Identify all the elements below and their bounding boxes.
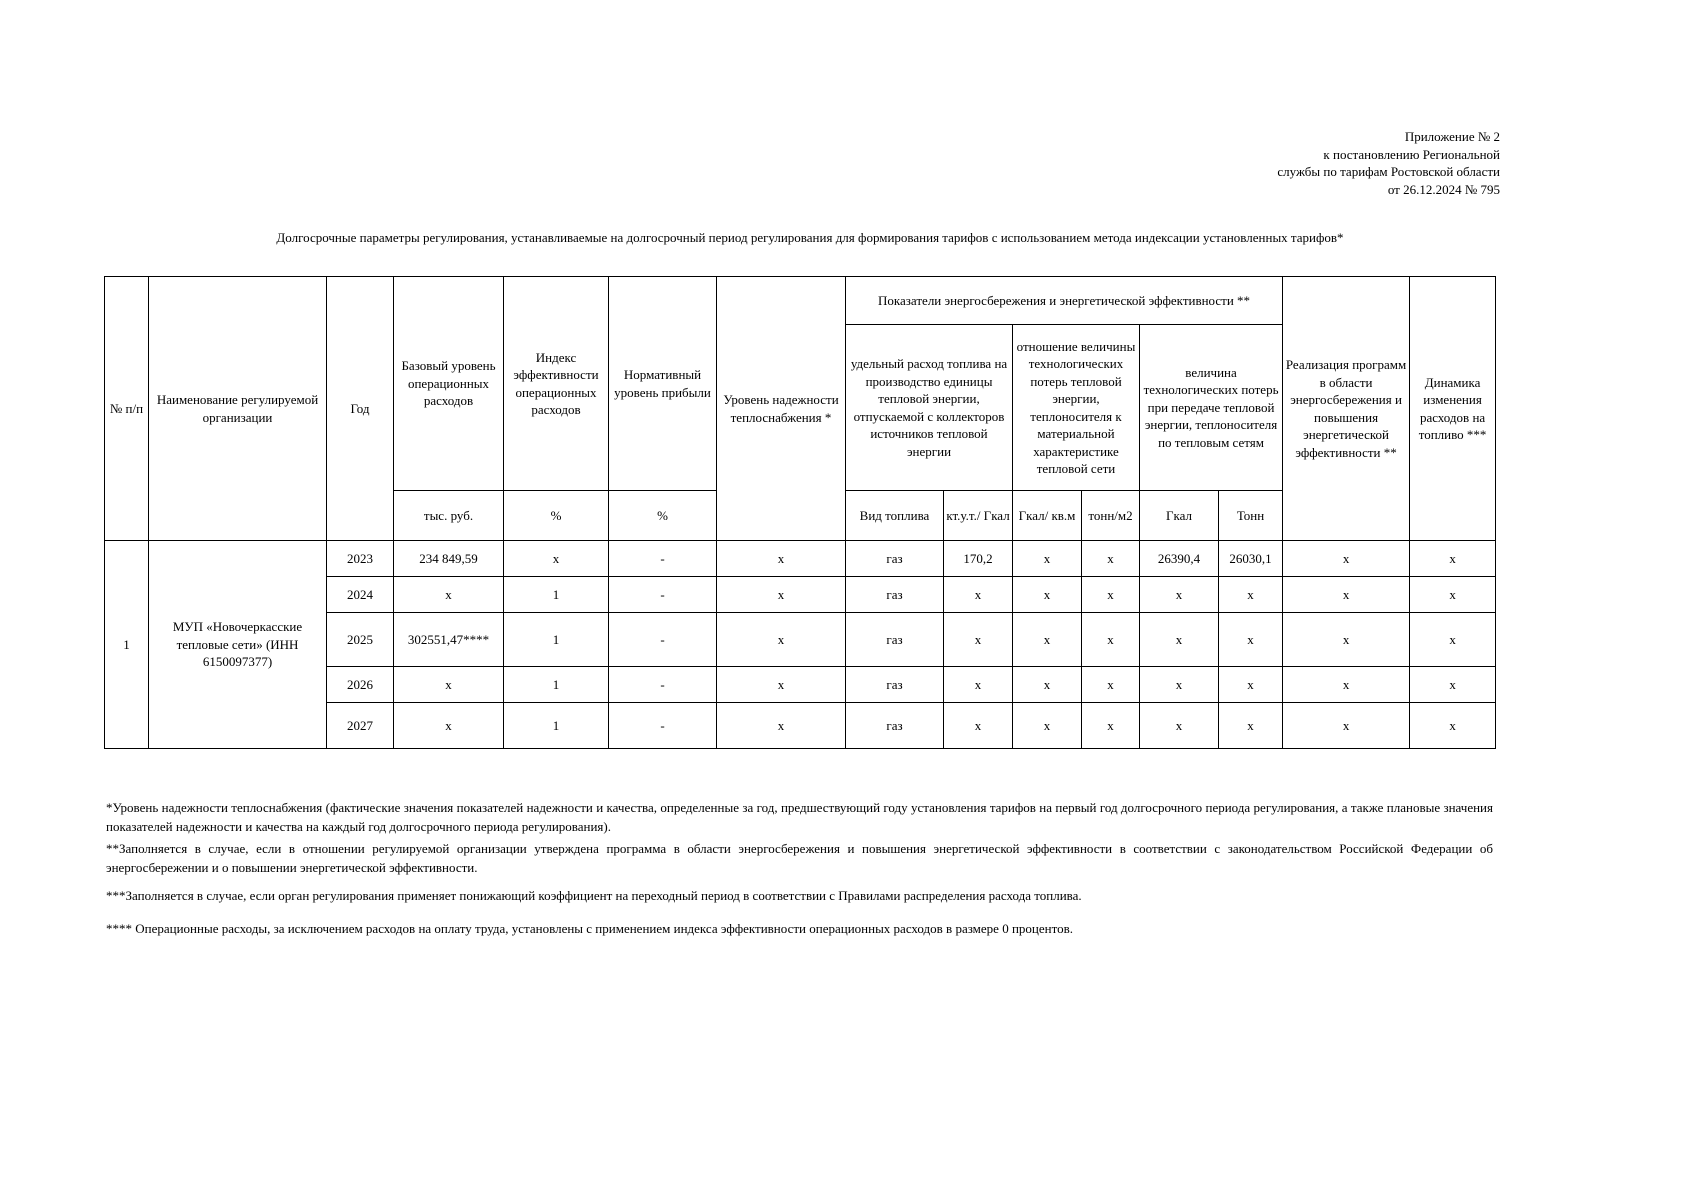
cell-fuel-type: газ [846, 667, 944, 703]
cell-fuel-rate: x [944, 577, 1013, 613]
cell-loss-value-tonnes: x [1219, 703, 1283, 749]
cell-programs: x [1283, 541, 1410, 577]
cell-loss-value-tonnes: 26030,1 [1219, 541, 1283, 577]
header-energy-group: Показатели энергосбережения и энергетической эффективности ** [846, 277, 1283, 325]
cell-programs: x [1283, 577, 1410, 613]
header-base-opex: Базовый уровень операционных расходов [394, 277, 504, 491]
cell-loss-ratio-gcal: x [1013, 541, 1082, 577]
footnote-energy-saving: **Заполняется в случае, если в отношении регулируемой организации утверждена программа в области энергосбережения и повышения энергетической эффективности в соответствии с законодательством Российской Федерации об энергосбережении и о повышении энергетической эффективности. [106, 841, 1493, 875]
cell-fuel-rate: x [944, 667, 1013, 703]
cell-normative-profit: - [609, 541, 717, 577]
parameters-table [104, 276, 1496, 749]
cell-normative-profit: - [609, 613, 717, 667]
cell-reliability: x [717, 541, 846, 577]
header-programs: Реализация программ в области энергосбережения и повышения энергетической эффективности ** [1283, 277, 1410, 541]
cell-base-opex: x [394, 667, 504, 703]
unit-efficiency-index: % [504, 491, 609, 541]
cell-programs: x [1283, 703, 1410, 749]
document-title: Долгосрочные параметры регулирования, устанавливаемые на долгосрочный период регулирования для формирования тарифов с использованием метода индексации установленных тарифов* [276, 230, 1344, 245]
cell-loss-value-tonnes: x [1219, 667, 1283, 703]
cell-year: 2025 [327, 613, 394, 667]
appendix-line-1: Приложение № 2 [1404, 129, 1500, 144]
unit-base-opex: тыс. руб. [394, 491, 504, 541]
cell-normative-profit: - [609, 667, 717, 703]
cell-reliability: x [717, 667, 846, 703]
unit-fuel-type: Вид топлива [846, 491, 944, 541]
cell-fuel-dynamics: x [1410, 577, 1496, 613]
cell-loss-ratio-tonnes: x [1082, 703, 1140, 749]
header-loss-value: величина технологических потерь при передаче тепловой энергии, теплоносителя по тепловым сетям [1140, 325, 1283, 491]
cell-efficiency-index: 1 [504, 613, 609, 667]
footnote-opex: **** Операционные расходы, за исключением расходов на оплату труда, установлены с применением индекса эффективности операционных расходов в размере 0 процентов. [106, 921, 1073, 936]
unit-loss-ratio-gcal: Гкал/ кв.м [1013, 491, 1082, 541]
header-fuel-dynamics: Динамика изменения расходов на топливо *** [1410, 277, 1496, 541]
cell-fuel-type: газ [846, 703, 944, 749]
cell-fuel-rate: x [944, 703, 1013, 749]
cell-year: 2024 [327, 577, 394, 613]
header-organization: Наименование регулируемой организации [149, 277, 327, 541]
cell-normative-profit: - [609, 703, 717, 749]
cell-fuel-dynamics: x [1410, 667, 1496, 703]
cell-base-opex: 302551,47**** [394, 613, 504, 667]
cell-fuel-type: газ [846, 541, 944, 577]
cell-reliability: x [717, 577, 846, 613]
header-reliability: Уровень надежности теплоснабжения * [717, 277, 846, 541]
cell-loss-value-gcal: x [1140, 577, 1219, 613]
cell-loss-ratio-tonnes: x [1082, 613, 1140, 667]
cell-base-opex: 234 849,59 [394, 541, 504, 577]
cell-loss-ratio-gcal: x [1013, 613, 1082, 667]
cell-reliability: x [717, 613, 846, 667]
unit-normative-profit: % [609, 491, 717, 541]
cell-efficiency-index: 1 [504, 703, 609, 749]
cell-base-opex: x [394, 577, 504, 613]
appendix-line-2: к постановлению Региональной [1323, 146, 1500, 162]
footnotes [106, 798, 1493, 938]
header-year: Год [327, 277, 394, 541]
appendix-line-3: службы по тарифам Ростовской области [1277, 164, 1500, 179]
cell-base-opex: x [394, 703, 504, 749]
cell-fuel-type: газ [846, 613, 944, 667]
header-normative-profit: Нормативный уровень прибыли [609, 277, 717, 491]
cell-normative-profit: - [609, 577, 717, 613]
cell-loss-ratio-gcal: x [1013, 577, 1082, 613]
cell-programs: x [1283, 613, 1410, 667]
organization-name: МУП «Новочеркасские тепловые сети» (ИНН 6150097377) [149, 541, 327, 749]
cell-efficiency-index: 1 [504, 667, 609, 703]
cell-fuel-rate: x [944, 613, 1013, 667]
cell-efficiency-index: 1 [504, 577, 609, 613]
cell-year: 2026 [327, 667, 394, 703]
cell-loss-ratio-tonnes: x [1082, 541, 1140, 577]
table-row [105, 541, 1496, 577]
cell-year: 2027 [327, 703, 394, 749]
cell-loss-ratio-gcal: x [1013, 703, 1082, 749]
cell-loss-value-tonnes: x [1219, 577, 1283, 613]
appendix-header [1277, 128, 1500, 198]
cell-loss-value-gcal: x [1140, 703, 1219, 749]
footnote-reliability: *Уровень надежности теплоснабжения (фактические значения показателей надежности и качества, определенные за год, предшествующий году установления тарифов на первый год долгосрочного периода регулирования, а также плановые значения показателей надежности и качества на каждый год долгосрочного периода регулирования). [106, 800, 1493, 834]
cell-loss-value-gcal: x [1140, 667, 1219, 703]
unit-loss-ratio-tonnes: тонн/м2 [1082, 491, 1140, 541]
cell-fuel-dynamics: x [1410, 541, 1496, 577]
cell-year: 2023 [327, 541, 394, 577]
cell-programs: x [1283, 667, 1410, 703]
unit-loss-value-tonnes: Тонн [1219, 491, 1283, 541]
header-number: № п/п [105, 277, 149, 541]
cell-loss-ratio-tonnes: x [1082, 577, 1140, 613]
cell-loss-ratio-gcal: x [1013, 667, 1082, 703]
cell-reliability: x [717, 703, 846, 749]
cell-fuel-dynamics: x [1410, 613, 1496, 667]
cell-loss-ratio-tonnes: x [1082, 667, 1140, 703]
row-number: 1 [105, 541, 149, 749]
cell-fuel-type: газ [846, 577, 944, 613]
cell-loss-value-gcal: 26390,4 [1140, 541, 1219, 577]
cell-loss-value-gcal: x [1140, 613, 1219, 667]
cell-loss-value-tonnes: x [1219, 613, 1283, 667]
cell-fuel-dynamics: x [1410, 703, 1496, 749]
cell-fuel-rate: 170,2 [944, 541, 1013, 577]
appendix-line-4: от 26.12.2024 № 795 [1387, 181, 1500, 197]
footnote-fuel-dynamics: ***Заполняется в случае, если орган регулирования применяет понижающий коэффициент на переходный период в соответствии с Правилами распределения расхода топлива. [106, 888, 1082, 903]
unit-fuel-rate: кт.у.т./ Гкал [944, 491, 1013, 541]
cell-efficiency-index: x [504, 541, 609, 577]
header-efficiency-index: Индекс эффективности операционных расходов [504, 277, 609, 491]
header-fuel-rate: удельный расход топлива на производство единицы тепловой энергии, отпускаемой с коллекторов источников тепловой энергии [846, 325, 1013, 491]
header-loss-ratio: отношение величины технологических потерь тепловой энергии, теплоносителя к материальной характеристике тепловой сети [1013, 325, 1140, 491]
unit-loss-value-gcal: Гкал [1140, 491, 1219, 541]
